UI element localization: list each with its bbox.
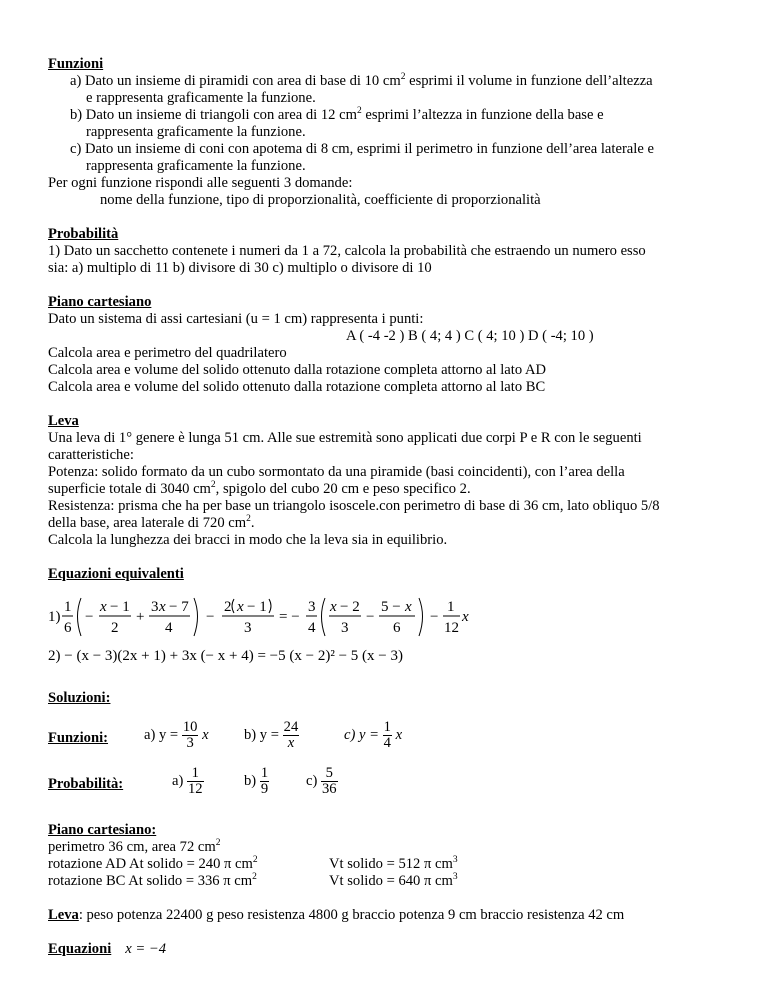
svg-text:− 1: − 1 — [247, 599, 267, 615]
svg-text:3: 3 — [151, 599, 159, 615]
svg-text:1: 1 — [447, 599, 455, 615]
soluzioni-piano-volume-ad: Vt solido = 512 π $cm^3$ — [329, 855, 458, 872]
funzioni-item-b: b) Dato un insieme di triangoli con area di 12 $cm^2$ esprimi l’altezza in funzione della base e — [70, 106, 604, 123]
leva-line-3: Potenza: solido formato da un cubo sormontato da una piramide (basi coincidenti), con l’area della — [48, 464, 625, 480]
funzioni-item-c: c) Dato un insieme di coni con apotema di 8 cm, esprimi il perimetro in funzione dell’area laterale e — [70, 141, 654, 157]
svg-text:−: − — [206, 609, 215, 625]
svg-text:−: − — [366, 609, 375, 625]
svg-text:4: 4 — [165, 620, 173, 636]
leva-line-4: superficie totale di 3040 $cm^2$, spigolo del cubo 20 cm e peso specifico 2. — [48, 480, 471, 497]
leva-line-6: della base, area laterale di 720 $cm^2$. — [48, 514, 255, 531]
svg-text:3: 3 — [308, 599, 316, 615]
svg-text:2: 2 — [111, 620, 119, 636]
section-title-leva: Leva — [48, 413, 79, 429]
section-title-soluzioni: Soluzioni: — [48, 690, 111, 706]
soluzione-probabilita-a: a) $\frac{1}{12}$ — [172, 765, 203, 797]
funzioni-item-c-cont: rappresenta graficamente la funzione. — [86, 158, 306, 174]
svg-text:5 −: 5 − — [381, 599, 401, 615]
svg-text:2: 2 — [224, 599, 232, 615]
leva-line-2: caratteristiche: — [48, 447, 134, 463]
svg-text:x: x — [405, 599, 412, 615]
svg-text:x: x — [237, 599, 244, 615]
soluzione-funzione-a: a) y = $\frac{10}{3}$ x — [144, 719, 209, 751]
svg-text:+: + — [136, 609, 145, 625]
soluzioni-leva: Leva: peso potenza 22400 g peso resistenza 4800 g braccio potenza 9 cm braccio resistenza 42 cm — [48, 907, 625, 923]
section-title-probabilita: Probabilità — [48, 226, 119, 242]
equation-1-label: 1) — [48, 609, 61, 625]
piano-line-5: Calcola area e volume del solido ottenuto dalla rotazione completa attorno al lato BC — [48, 379, 546, 395]
leva-line-1: Una leva di 1° genere è lunga 51 cm. Alle sue estremità sono applicati due corpi P e R con le seguenti — [48, 430, 642, 446]
svg-text:−: − — [430, 609, 439, 625]
svg-text:= −: = − — [279, 609, 300, 625]
svg-text:x: x — [100, 599, 107, 615]
soluzioni-probabilita-label: Probabilità: — [48, 776, 124, 792]
leva-line-7: Calcola la lunghezza dei bracci in modo che la leva sia in equilibrio. — [48, 532, 448, 548]
svg-text:12: 12 — [444, 620, 459, 636]
piano-points: A ( -4 -2 ) B ( 4; 4 ) C ( 4; 10 ) D ( -4; 10 ) — [346, 328, 594, 344]
svg-text:x: x — [159, 599, 166, 615]
piano-line-4: Calcola area e volume del solido ottenuto dalla rotazione completa attorno al lato AD — [48, 362, 547, 378]
soluzioni-funzioni-label: Funzioni: — [48, 730, 109, 746]
soluzioni-piano-title: Piano cartesiano: — [48, 822, 157, 838]
section-title-equazioni: Equazioni equivalenti — [48, 566, 184, 582]
piano-line-3: Calcola area e perimetro del quadrilatero — [48, 345, 287, 361]
soluzione-funzione-c: c) y = $\frac{1}{4}$ x — [344, 719, 403, 751]
soluzione-probabilita-b: b) $\frac{1}{9}$ — [244, 765, 269, 797]
piano-line-1: Dato un sistema di assi cartesiani (u = 1 cm) rappresenta i punti: — [48, 311, 424, 327]
equation-2: 2) − (x − 3)(2x + 1) + 3x (− x + 4) = −5 (x − 2)² − 5 (x − 3) — [48, 648, 403, 664]
svg-text:3: 3 — [341, 620, 349, 636]
svg-text:x: x — [462, 609, 469, 625]
leva-line-5: Resistenza: prisma che ha per base un triangolo isoscele.con perimetro di base di 36 cm, lato obliquo 5/8 — [48, 498, 660, 514]
funzioni-questions-list: nome della funzione, tipo di proporzionalità, coefficiente di proporzionalità — [100, 192, 541, 208]
svg-text:− 7: − 7 — [169, 599, 189, 615]
equation-1 — [48, 586, 468, 644]
svg-text:−: − — [85, 609, 94, 625]
soluzioni-piano-line-1: perimetro 36 cm, area 72 $cm^2$ — [48, 838, 221, 855]
soluzioni-piano-rotazione-bc: rotazione BC At solido = 336 π $cm^2$ — [48, 872, 257, 889]
svg-text:− 1: − 1 — [110, 599, 130, 615]
probabilita-line-1: 1) Dato un sacchetto contenete i numeri da 1 a 72, calcola la probabilità che estraendo un numero esso — [48, 243, 646, 259]
funzioni-questions-intro: Per ogni funzione rispondi alle seguenti 3 domande: — [48, 175, 353, 191]
funzioni-item-a-cont: e rappresenta graficamente la funzione. — [86, 90, 316, 106]
svg-text:x: x — [330, 599, 337, 615]
svg-text:1: 1 — [64, 599, 72, 615]
soluzione-probabilita-c: c) $\frac{5}{36}$ — [306, 765, 337, 797]
svg-text:6: 6 — [64, 620, 72, 636]
svg-text:6: 6 — [393, 620, 401, 636]
probabilita-line-2: sia: a) multiplo di 11 b) divisore di 30 c) multiplo o divisore di 10 — [48, 260, 432, 276]
svg-text:4: 4 — [308, 620, 316, 636]
section-title-piano: Piano cartesiano — [48, 294, 152, 310]
svg-text:− 2: − 2 — [340, 599, 360, 615]
funzioni-item-b-cont: rappresenta graficamente la funzione. — [86, 124, 306, 140]
soluzioni-equazioni: Equazioni x = −4 — [48, 941, 167, 957]
soluzioni-piano-volume-bc: Vt solido = 640 π $cm^3$ — [329, 872, 458, 889]
funzioni-item-a: a) Dato un insieme di piramidi con area di base di 10 $cm^2$ esprimi il volume in funzione dell’altezza — [70, 72, 653, 89]
svg-text:3: 3 — [244, 620, 252, 636]
section-title-funzioni: Funzioni — [48, 56, 104, 72]
soluzione-funzione-b: b) y = $\frac{24}{x}$ — [244, 719, 299, 751]
soluzioni-piano-rotazione-ad: rotazione AD At solido = 240 π $cm^2$ — [48, 855, 258, 872]
